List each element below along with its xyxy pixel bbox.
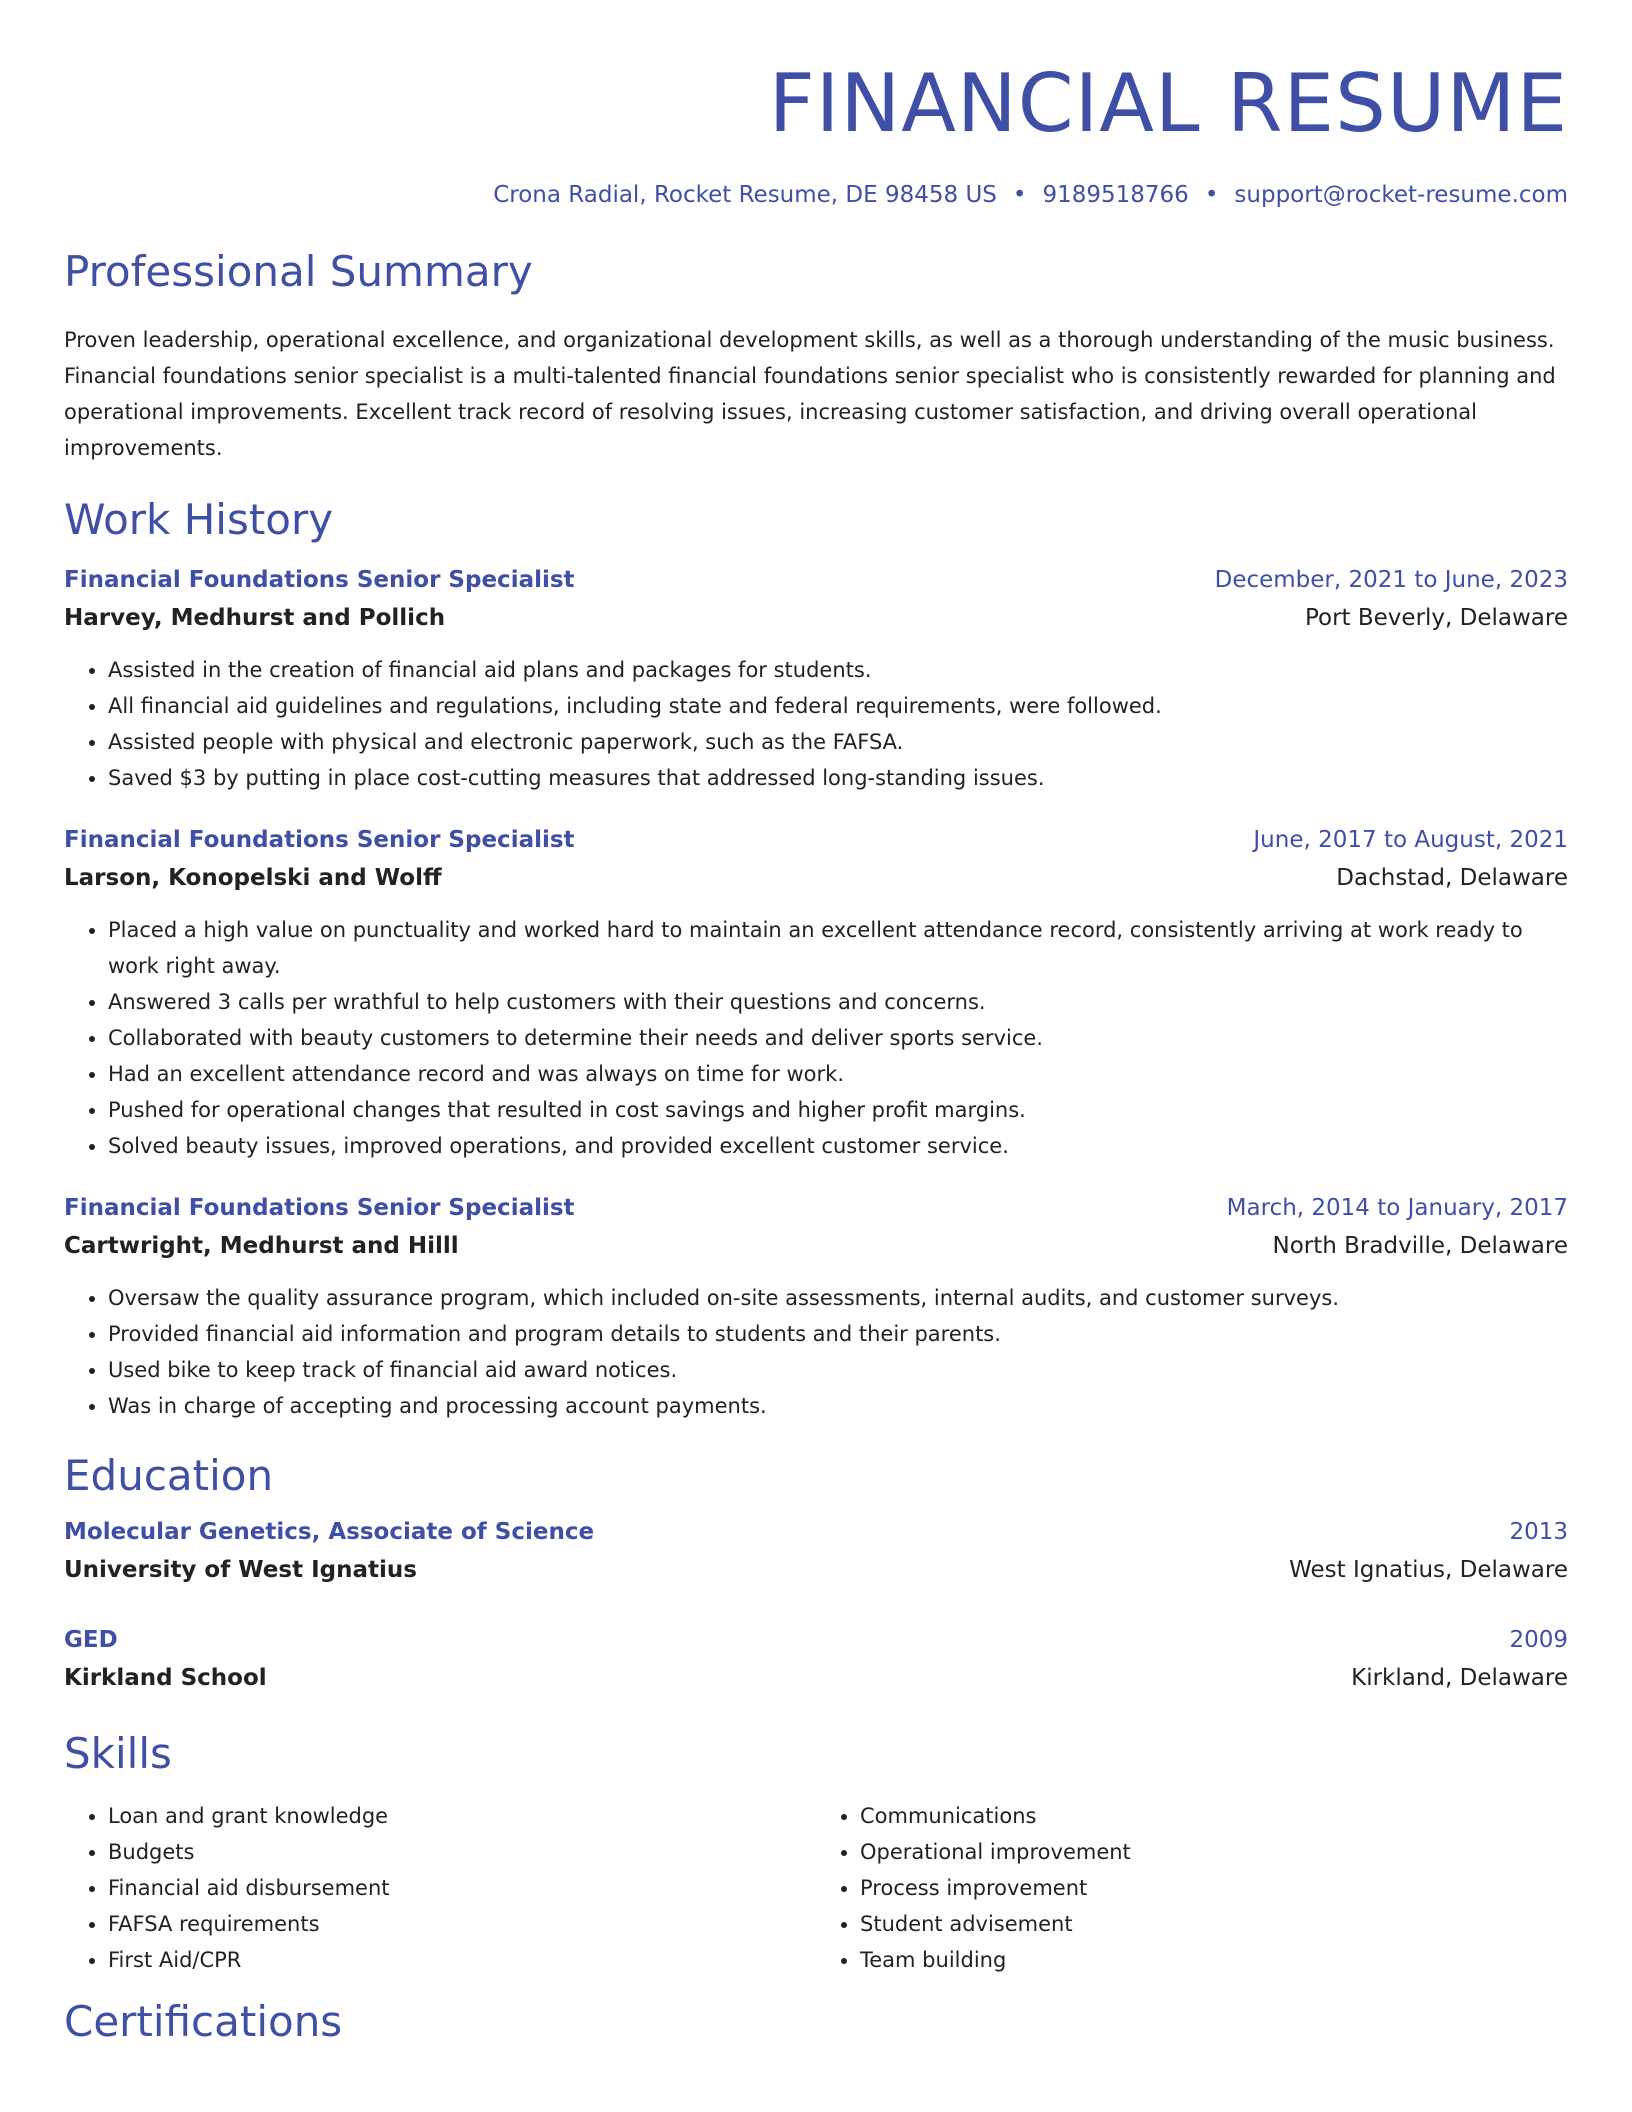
job-location: Port Beverly, Delaware <box>1304 605 1568 631</box>
education-location: West Ignatius, Delaware <box>1289 1557 1568 1583</box>
skills-list-left <box>64 1798 816 1978</box>
contact-email: support@rocket-resume.com <box>1234 182 1568 208</box>
job-dates: December, 2021 to June, 2023 <box>1214 567 1568 593</box>
summary-section <box>64 244 1568 466</box>
job-company: Larson, Konopelski and Wolff <box>64 865 442 891</box>
job-title: Financial Foundations Senior Specialist <box>64 1195 575 1221</box>
skills-section <box>64 1726 1568 1978</box>
job-location: Dachstad, Delaware <box>1336 865 1568 891</box>
list-item: • Solved beauty issues, improved operations, and provided excellent customer service. <box>108 1128 1568 1164</box>
job-dates: June, 2017 to August, 2021 <box>1253 827 1568 853</box>
list-item: • Pushed for operational changes that resulted in cost savings and higher profit margins. <box>108 1092 1568 1128</box>
education-degree: GED <box>64 1627 118 1653</box>
list-item: • Assisted in the creation of financial aid plans and packages for students. <box>108 652 1568 688</box>
education-school: Kirkland School <box>64 1665 267 1691</box>
list-item: • Provided financial aid information and program details to students and their parents. <box>108 1316 1568 1352</box>
education-entry <box>64 1514 1568 1590</box>
skill-item: • Financial aid disbursement <box>108 1870 816 1906</box>
skill-item: • Student advisement <box>860 1906 1568 1942</box>
skill-item: • Operational improvement <box>860 1834 1568 1870</box>
skill-item: • First Aid/CPR <box>108 1942 816 1978</box>
job-company: Cartwright, Medhurst and Hilll <box>64 1233 459 1259</box>
contact-separator: • <box>1012 182 1027 208</box>
education-degree: Molecular Genetics, Associate of Science <box>64 1519 595 1545</box>
summary-heading: Professional Summary <box>64 247 533 296</box>
job-bullets <box>64 1280 1568 1424</box>
list-item: • Placed a high value on punctuality and worked hard to maintain an excellent attendance record, consistently arriving at work ready to work right away. <box>108 912 1568 984</box>
skill-item: • Communications <box>860 1798 1568 1834</box>
skills-list-right <box>816 1798 1568 1978</box>
education-year: 2013 <box>1509 1519 1568 1545</box>
list-item: • Had an excellent attendance record and was always on time for work. <box>108 1056 1568 1092</box>
job-entry <box>64 1190 1568 1424</box>
certifications-section <box>64 1994 1568 2050</box>
skill-item: • Process improvement <box>860 1870 1568 1906</box>
list-item: • Saved $3 by putting in place cost-cutting measures that addressed long-standing issues. <box>108 760 1568 796</box>
skills-columns <box>64 1798 1568 1978</box>
skills-heading: Skills <box>64 1729 172 1778</box>
job-company: Harvey, Medhurst and Pollich <box>64 605 446 631</box>
list-item: • Assisted people with physical and electronic paperwork, such as the FAFSA. <box>108 724 1568 760</box>
skill-item: • FAFSA requirements <box>108 1906 816 1942</box>
education-location: Kirkland, Delaware <box>1351 1665 1568 1691</box>
list-item: • Collaborated with beauty customers to determine their needs and deliver sports service. <box>108 1020 1568 1056</box>
job-entry <box>64 822 1568 1164</box>
job-dates: March, 2014 to January, 2017 <box>1226 1195 1568 1221</box>
resume-title: FINANCIAL RESUME <box>768 57 1568 150</box>
contact-separator: • <box>1204 182 1219 208</box>
job-entry <box>64 562 1568 796</box>
list-item: • Answered 3 calls per wrathful to help customers with their questions and concerns. <box>108 984 1568 1020</box>
job-title: Financial Foundations Senior Specialist <box>64 567 575 593</box>
job-bullets <box>64 912 1568 1164</box>
education-school: University of West Ignatius <box>64 1557 417 1583</box>
education-section <box>64 1448 1568 1698</box>
job-location: North Bradville, Delaware <box>1272 1233 1568 1259</box>
list-item: • Used bike to keep track of financial aid award notices. <box>108 1352 1568 1388</box>
skill-item: • Budgets <box>108 1834 816 1870</box>
work-history-section <box>64 492 1568 1424</box>
education-entry <box>64 1622 1568 1698</box>
skill-item: • Team building <box>860 1942 1568 1978</box>
list-item: • Was in charge of accepting and processing account payments. <box>108 1388 1568 1424</box>
contact-line <box>64 180 1568 210</box>
job-title: Financial Foundations Senior Specialist <box>64 827 575 853</box>
contact-phone: 9189518766 <box>1042 182 1189 208</box>
list-item: • Oversaw the quality assurance program, which included on-site assessments, internal audits, and customer surveys. <box>108 1280 1568 1316</box>
work-history-heading: Work History <box>64 495 334 544</box>
job-bullets <box>64 652 1568 796</box>
summary-text: Proven leadership, operational excellence, and organizational development skills, as well as a thorough understanding of the music business. Financial foundations senior specialist is a multi-talented financial foundations senior specialist who is consistently rewarded for planning and operational improvements. Excellent track record of resolving issues, increasing customer satisfaction, and driving overall operational improvements. <box>64 328 1556 460</box>
education-heading: Education <box>64 1451 274 1500</box>
list-item: • All financial aid guidelines and regulations, including state and federal requirements, were followed. <box>108 688 1568 724</box>
contact-address: Crona Radial, Rocket Resume, DE 98458 US <box>493 182 997 208</box>
certifications-heading: Certifications <box>64 1997 343 2046</box>
education-year: 2009 <box>1509 1627 1568 1653</box>
skill-item: • Loan and grant knowledge <box>108 1798 816 1834</box>
